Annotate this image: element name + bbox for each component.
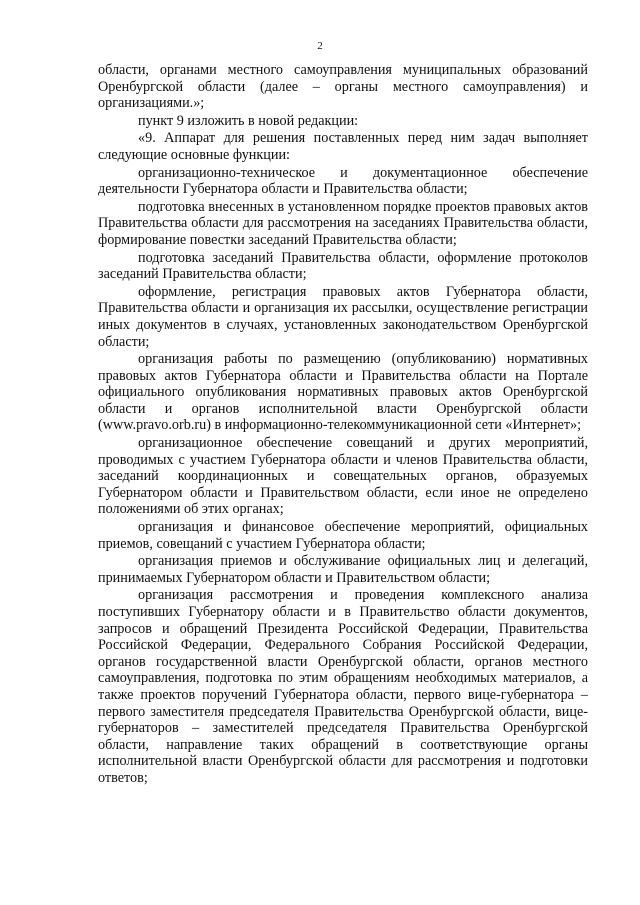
paragraph-function: организация приемов и обслуживание официальных лиц и делегаций, принимаемых Губернатором области и Правительством области; (98, 553, 588, 586)
paragraph-amendment-instruction: пункт 9 изложить в новой редакции: (138, 112, 359, 129)
paragraph-function: оформление, регистрация правовых актов Губернатора области, Правительства области и организация их рассылки, осуществление регистрации иных документов в случаях, установленных законодательством Оренбургской области; (98, 283, 588, 350)
document-body (98, 62, 588, 788)
paragraph-function: подготовка внесенных в установленном порядке проектов правовых актов Правительства области для рассмотрения на заседаниях Правительства области, формирование повестки заседаний Правительства области; (98, 198, 588, 248)
paragraph-continuation: области, органами местного самоуправления муниципальных образований Оренбургской области (далее – органы местного самоуправления) и организациями.»; (98, 62, 588, 112)
page-number: 2 (317, 40, 323, 52)
paragraph-function: организационное обеспечение совещаний и других мероприятий, проводимых с участием Губернатора области и членов Правительства области, заседаний координационных и совещательных органов, образуемых Губернатором области и Правительством области, если иное не определено положениями об этих органах; (98, 435, 588, 518)
paragraph-function: организация и финансовое обеспечение мероприятий, официальных приемов, совещаний с участием Губернатора области; (98, 519, 588, 552)
paragraph-function: организация работы по размещению (опубликованию) нормативных правовых актов Губернатора области и Правительства области на Портале официального опубликования нормативных правовых актов Оренбургской области и органов исполнительной власти Оренбургской области (www.pravo.orb.ru) в информационно-телекоммуникационной сети «Интернет»; (98, 351, 588, 434)
paragraph-function: организация рассмотрения и проведения комплексного анализа поступивших Губернатору области и в Правительство области документов, запросов и обращений Президента Российской Федерации, Правительства Российской Федерации, Федерального Собрания Российской Федерации, органов государственной власти Оренбургской области, органов местного самоуправления, подготовка по этим обращениям необходимых материалов, а также проектов поручений Губернатора области, первого вице-губернатора – первого заместителя председателя Правительства Оренбургской области, вице-губернаторов – заместителей председателя Правительства Оренбургской области, направление таких обращений в соответствующие органы исполнительной власти Оренбургской области для рассмотрения и подготовки ответов; (98, 587, 588, 786)
paragraph-function: подготовка заседаний Правительства области, оформление протоколов заседаний Правительства области; (98, 249, 588, 283)
paragraph-function: организационно-техническое и документационное обеспечение деятельности Губернатора области и Правительства области; (98, 164, 588, 198)
paragraph-item-9-intro: «9. Аппарат для решения поставленных перед ним задач выполняет следующие основные функции: (98, 130, 588, 163)
